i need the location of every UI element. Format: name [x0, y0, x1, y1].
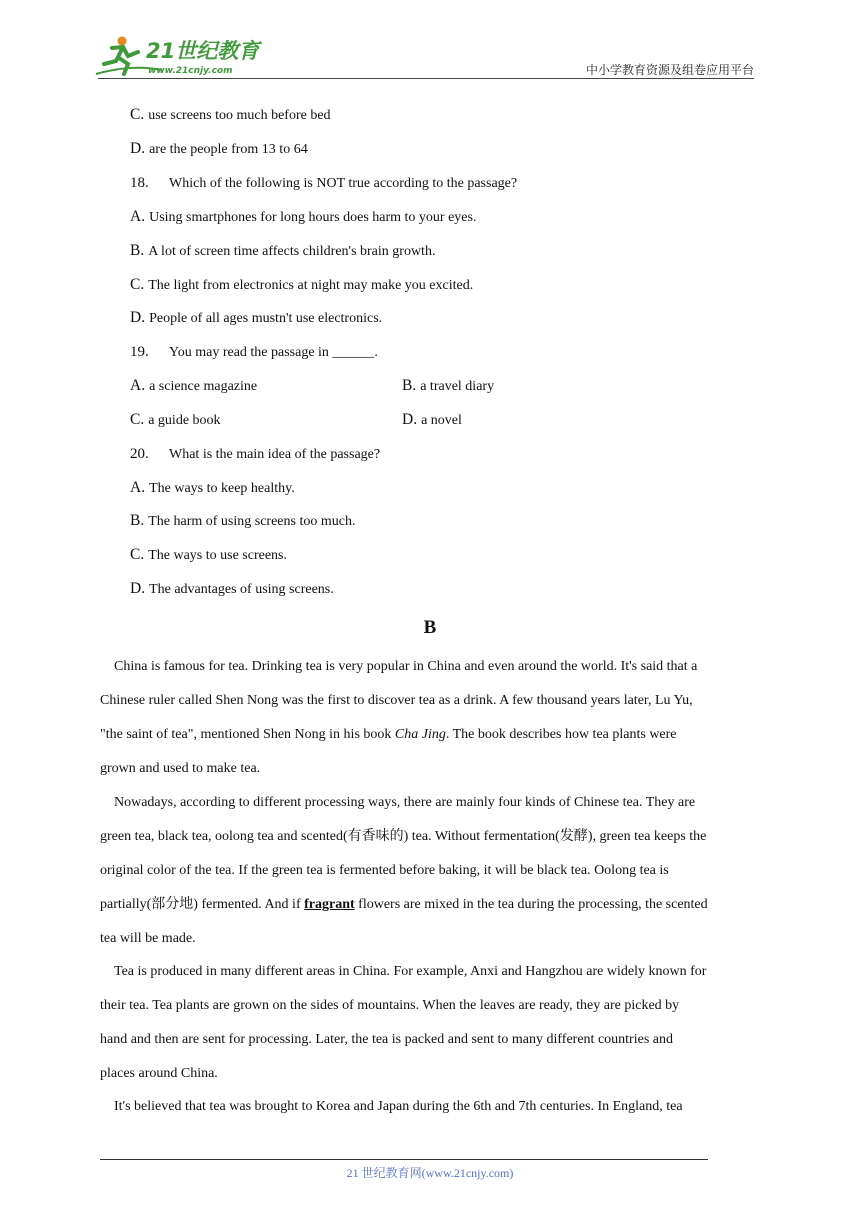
- q20-stem: 20. What is the main idea of the passage?: [130, 446, 381, 462]
- q17-option-d: D. are the people from 13 to 64: [130, 140, 308, 157]
- passage-paragraph-4: It's believed that tea was brought to Korea and Japan during the 6th and 7th centuries. In England, tea: [114, 1099, 683, 1114]
- q18-option-d: D. People of all ages mustn't use electronics.: [130, 309, 383, 326]
- footer-divider: [100, 1159, 708, 1160]
- site-logo: [92, 34, 262, 78]
- passage-paragraph-2: Nowadays, according to different processing ways, there are mainly four kinds of Chinese tea. They are green tea, black tea, oolong tea and scented(有香味的) tea. Without fermentation(发酵), green tea keeps the original color of the tea. If the green tea is fermented before baking, it will be black tea. Oolong tea is partially(部分地) fermented. And if fragrant flowers are mixed in the tea during the processing, the scented tea will be made.: [100, 795, 708, 946]
- q20-option-b: B. The harm of using screens too much.: [130, 512, 356, 529]
- logo-text: 21世纪教育: [146, 39, 260, 63]
- q18-option-c: C. The light from electronics at night may make you excited.: [130, 276, 474, 293]
- q17-option-c: C. use screens too much before bed: [130, 106, 331, 123]
- passage-paragraph-3: Tea is produced in many different areas in China. For example, Anxi and Hangzhou are widely known for their tea. Tea plants are grown on the sides of mountains. When the leaves are ready, they are picked by hand and then are sent for processing. Later, the tea is packed and sent to many different countries and places around China.: [100, 964, 707, 1081]
- book-title: Cha Jing: [394, 726, 446, 742]
- passage-paragraph-1: China is famous for tea. Drinking tea is very popular in China and even around the world. It's said that a Chinese ruler called Shen Nong was the first to discover tea as a drink. A few thousand years later, Lu Yu, "the saint of tea", mentioned Shen Nong in his book Cha Jing. The book describes how tea plants were grown and used to make tea.: [100, 659, 698, 776]
- q19-option-d: D. a novel: [402, 411, 462, 428]
- q18-option-b: B. A lot of screen time affects children's brain growth.: [130, 242, 436, 259]
- q18-option-a: A. Using smartphones for long hours does harm to your eyes.: [130, 208, 477, 225]
- keyword-fragrant: fragrant: [304, 896, 355, 912]
- section-title: B: [423, 617, 437, 638]
- q20-option-a: A. The ways to keep healthy.: [130, 479, 295, 496]
- q19-option-c: C. a guide book: [130, 411, 221, 428]
- q20-option-c: C. The ways to use screens.: [130, 546, 288, 563]
- footer-link[interactable]: 21 世纪教育网(www.21cnjy.com): [346, 1166, 514, 1180]
- header-divider: [98, 78, 754, 79]
- q18-stem: 18. Which of the following is NOT true according to the passage?: [130, 175, 518, 191]
- header-platform-text: 中小学教育资源及组卷应用平台: [585, 63, 754, 77]
- logo-url: www.21cnjy.com: [148, 66, 233, 76]
- q19-option-b: B. a travel diary: [402, 377, 495, 394]
- q20-option-d: D. The advantages of using screens.: [130, 580, 334, 597]
- q19-option-a: A. a science magazine: [130, 377, 258, 394]
- q19-stem: 19. You may read the passage in ______.: [130, 344, 378, 360]
